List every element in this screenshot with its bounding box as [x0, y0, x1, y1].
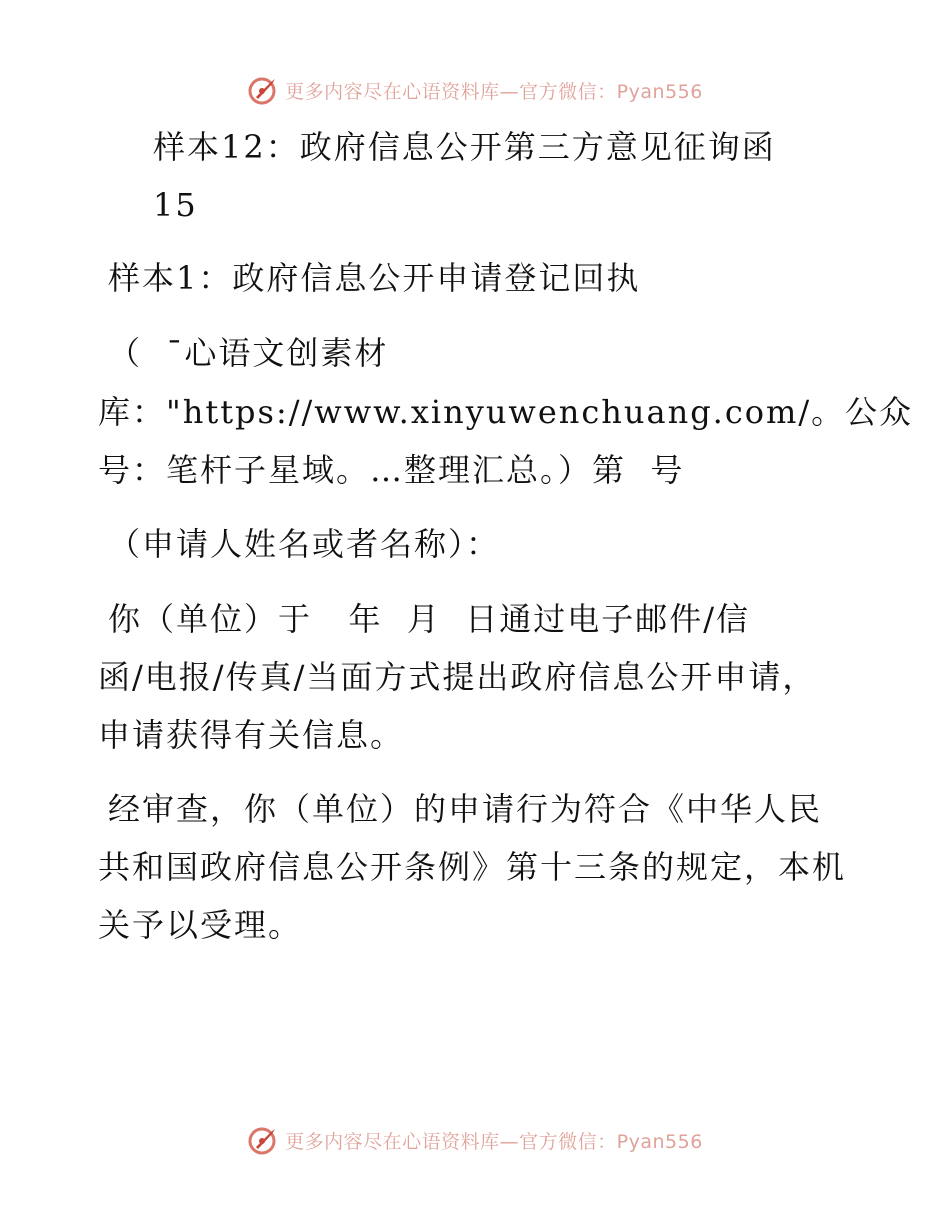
- paragraph-1-line-2: 函/电报/传真/当面方式提出政府信息公开申请，: [98, 658, 817, 696]
- paragraph-2-line-2: 共和国政府信息公开条例》第十三条的规定，本机: [98, 848, 847, 886]
- section-heading: 样本1：政府信息公开申请登记回执: [108, 259, 641, 297]
- number-line-2: 库："https://www.xinyuwenchuang.com/。公众: [98, 393, 914, 431]
- paragraph-1-line-1: 你（单位）于 年 月 日通过电子邮件/信: [108, 600, 750, 638]
- addressee: （申请人姓名或者名称）：: [108, 525, 501, 563]
- watermark-text: 更多内容尽在心语资料库—官方微信：Pyan556: [285, 80, 703, 103]
- watermark-text: 更多内容尽在心语资料库—官方微信：Pyan556: [285, 1130, 703, 1153]
- number-line-3: 号：笔杆子星域。…整理汇总。）第 号: [98, 451, 685, 489]
- pen-logo-icon: [247, 1123, 281, 1157]
- bottom-watermark: [0, 1120, 950, 1160]
- toc-entry-title: 样本12：政府信息公开第三方意见征询函: [153, 128, 776, 166]
- number-line-1: （ ¯心语文创素材: [108, 334, 389, 372]
- paragraph-1-line-3: 申请获得有关信息。: [98, 716, 405, 754]
- paragraph-2-line-3: 关予以受理。: [98, 906, 303, 944]
- paragraph-2-line-1: 经审查，你（单位）的申请行为符合《中华人民: [108, 790, 823, 828]
- toc-entry-page: 15: [153, 186, 198, 224]
